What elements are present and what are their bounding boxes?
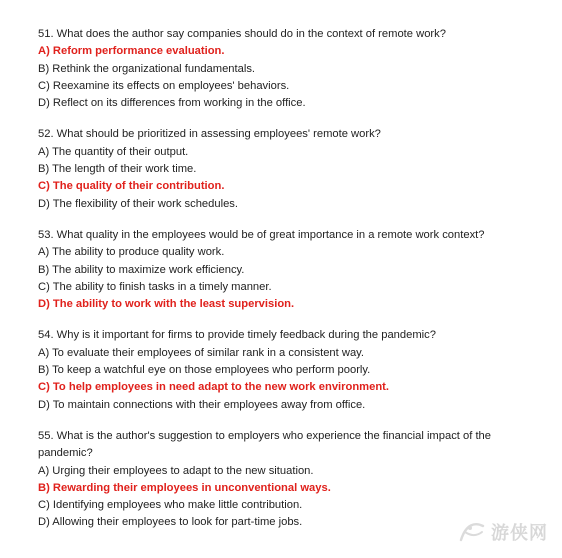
option-b: B) Rethink the organizational fundamentals.	[38, 62, 256, 75]
question-52	[38, 126, 538, 212]
option-a: A) The ability to produce quality work.	[38, 246, 225, 259]
option-d: D) To maintain connections with their employees away from office.	[38, 398, 366, 411]
option-a: A) The quantity of their output.	[38, 145, 189, 158]
option-b: B) The length of their work time.	[38, 163, 197, 176]
option-c-correct: C) To help employees in need adapt to the new work environment.	[38, 381, 390, 394]
question-text: 51. What does the author say companies should do in the context of remote work?	[38, 28, 446, 40]
question-text: 53. What quality in the employees would be of great importance in a remote work context?	[38, 228, 485, 241]
option-d: D) Allowing their employees to look for part-time jobs.	[38, 516, 303, 529]
watermark	[457, 518, 548, 546]
option-c: C) The ability to finish tasks in a timely manner.	[38, 280, 272, 293]
question-53	[38, 227, 538, 313]
option-b-correct: B) Rewarding their employees in unconventional ways.	[38, 481, 331, 494]
question-54	[38, 327, 538, 413]
option-c-correct: C) The quality of their contribution.	[38, 180, 225, 193]
option-b: B) The ability to maximize work efficiency.	[38, 263, 245, 276]
option-d: D) Reflect on its differences from working in the office.	[38, 97, 306, 110]
option-d: D) The flexibility of their work schedules.	[38, 197, 239, 210]
question-text: 52. What should be prioritized in assessing employees' remote work?	[38, 128, 381, 141]
option-a-correct: A) Reform performance evaluation.	[38, 45, 225, 58]
question-text: 54. Why is it important for firms to provide timely feedback during the pandemic?	[38, 329, 436, 342]
question-sheet	[38, 26, 538, 546]
question-text: 55. What is the author's suggestion to employers who experience the financial impact of the pandemic?	[38, 429, 491, 460]
option-a: A) To evaluate their employees of similar rank in a consistent way.	[38, 346, 365, 359]
option-b: B) To keep a watchful eye on those employees who perform poorly.	[38, 364, 371, 377]
option-a: A) Urging their employees to adapt to the new situation.	[38, 464, 314, 477]
question-55	[38, 428, 538, 532]
option-c: C) Reexamine its effects on employees' behaviors.	[38, 79, 290, 92]
watermark-text: 游侠网	[491, 523, 548, 544]
question-51	[38, 26, 538, 112]
site-logo-icon	[457, 518, 487, 546]
option-d-correct: D) The ability to work with the least supervision.	[38, 298, 295, 311]
option-c: C) Identifying employees who make little contribution.	[38, 499, 303, 512]
